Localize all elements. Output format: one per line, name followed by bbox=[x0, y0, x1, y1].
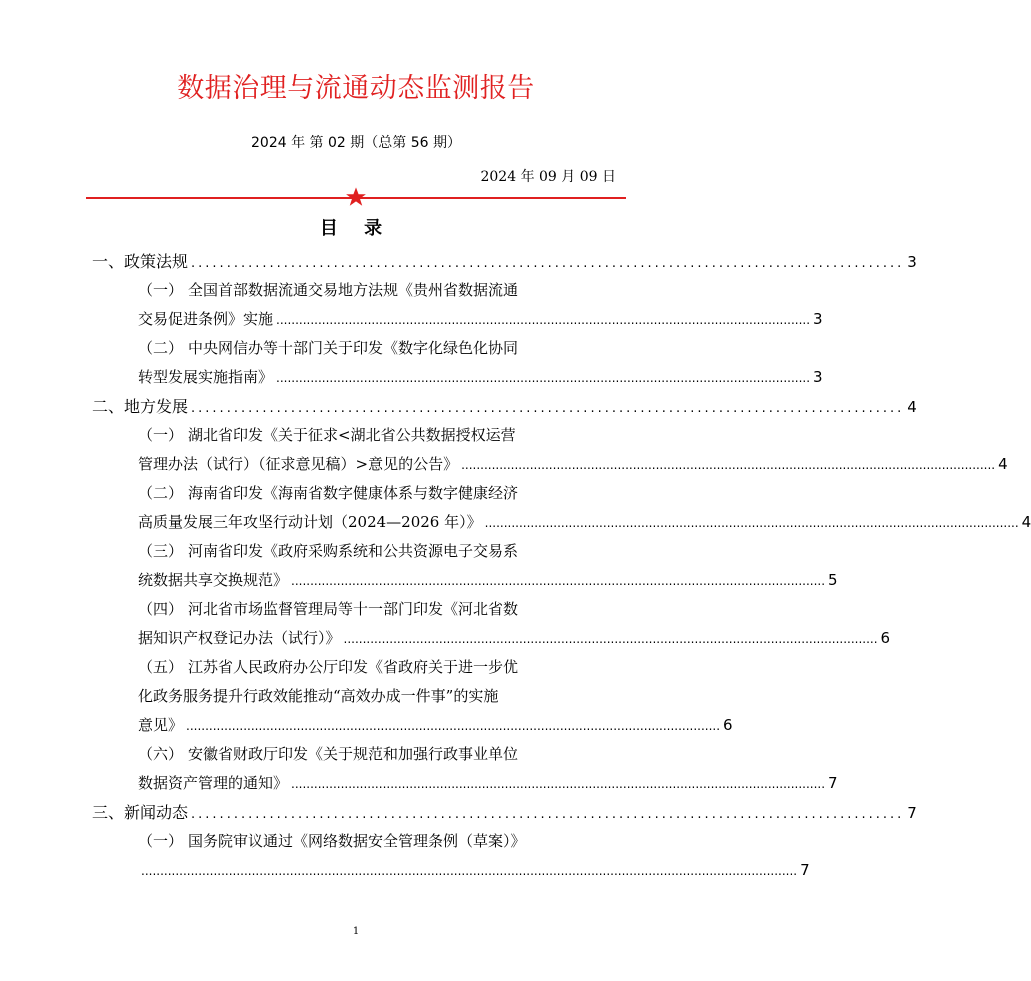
item-label: （一） bbox=[138, 832, 184, 850]
section-title: 新闻动态 bbox=[124, 803, 189, 822]
item-text: 国务院审议通过《网络数据安全管理条例（草案）》 bbox=[188, 832, 526, 850]
item-label: （四） bbox=[138, 600, 184, 618]
item-text: 河北省市场监督管理局等十一部门印发《河北省数 bbox=[188, 600, 519, 618]
item-label: （三） bbox=[138, 542, 184, 560]
item-label: （六） bbox=[138, 745, 184, 763]
item-text: 交易促进条例》实施 bbox=[138, 310, 274, 328]
toc-section[interactable] bbox=[92, 247, 917, 276]
dot-leader: ............................................................................................................................................................................ bbox=[141, 864, 798, 878]
page-ref: 7 bbox=[907, 804, 917, 822]
item-text: 高质量发展三年攻坚行动计划（2024—2026 年）》 bbox=[138, 513, 482, 531]
item-text: 转型发展实施指南》 bbox=[138, 368, 274, 386]
item-text: 据知识产权登记办法（试行）》 bbox=[138, 629, 341, 647]
toc-item-cont[interactable] bbox=[92, 508, 1031, 537]
item-text: 湖北省印发《关于征求<湖北省公共数据授权运营 bbox=[188, 426, 516, 444]
item-text: 江苏省人民政府办公厅印发《省政府关于进一步优 bbox=[188, 658, 519, 676]
section-number: 一、 bbox=[92, 252, 125, 271]
item-text: 数据资产管理的通知》 bbox=[138, 774, 289, 792]
item-label: （一） bbox=[138, 426, 184, 444]
page-number: 1 bbox=[352, 926, 360, 937]
toc-item-cont[interactable] bbox=[92, 624, 891, 653]
item-label: （一） bbox=[138, 281, 184, 299]
dot-leader: ............................................................................................................................................ bbox=[461, 458, 996, 472]
toc-item-cont[interactable] bbox=[92, 711, 733, 740]
page-ref: 3 bbox=[813, 368, 823, 386]
page-ref: 4 bbox=[907, 398, 917, 416]
section-title: 地方发展 bbox=[124, 397, 189, 416]
item-text: 化政务服务提升行政效能推动“高效办成一件事”的实施 bbox=[138, 687, 499, 705]
section-number: 三、 bbox=[92, 803, 125, 822]
item-text: 海南省印发《海南省数字健康体系与数字健康经济 bbox=[188, 484, 519, 502]
page-ref: 5 bbox=[828, 571, 838, 589]
item-text: 意见》 bbox=[138, 716, 184, 734]
page-ref: 4 bbox=[998, 455, 1008, 473]
report-title: 数据治理与流通动态监测报告 bbox=[177, 73, 535, 104]
toc-item[interactable] bbox=[92, 479, 622, 508]
table-of-contents bbox=[92, 247, 1031, 885]
toc-item-cont[interactable] bbox=[92, 682, 622, 711]
item-text: 统数据共享交换规范》 bbox=[138, 571, 289, 589]
star-icon bbox=[345, 186, 367, 208]
toc-item[interactable] bbox=[92, 653, 622, 682]
toc-item[interactable] bbox=[92, 595, 622, 624]
dot-leader: .................................................................................................... bbox=[191, 256, 905, 271]
toc-item-cont[interactable] bbox=[92, 566, 838, 595]
dot-leader: ............................................................................................................................................ bbox=[186, 719, 721, 733]
page-ref: 6 bbox=[880, 629, 891, 647]
item-text: 河南省印发《政府采购系统和公共资源电子交易系 bbox=[188, 542, 519, 560]
dot-leader: .................................................................................................... bbox=[191, 401, 905, 416]
dot-leader: ............................................................................................................................................ bbox=[291, 777, 826, 791]
toc-item[interactable] bbox=[92, 537, 622, 566]
dot-leader: ............................................................................................................................................ bbox=[276, 313, 811, 327]
item-text: 管理办法（试行）（征求意见稿）>意见的公告》 bbox=[138, 455, 459, 473]
page-ref: 3 bbox=[813, 310, 823, 328]
toc-item[interactable] bbox=[92, 334, 622, 363]
report-date: 2024 年 09 月 09 日 bbox=[480, 169, 616, 185]
dot-leader: ............................................................................................................................................ bbox=[276, 371, 811, 385]
item-label: （二） bbox=[138, 339, 184, 357]
toc-item-cont[interactable] bbox=[92, 305, 823, 334]
page-ref: 7 bbox=[828, 774, 838, 792]
dot-leader: ............................................................................................................................................ bbox=[291, 574, 826, 588]
page-ref: 4 bbox=[1021, 513, 1031, 531]
section-number: 二、 bbox=[92, 397, 125, 416]
toc-heading: 目 录 bbox=[319, 218, 393, 239]
page-ref: 7 bbox=[800, 861, 810, 879]
item-text: 安徽省财政厅印发《关于规范和加强行政事业单位 bbox=[188, 745, 519, 763]
item-text: 中央网信办等十部门关于印发《数字化绿色化协同 bbox=[188, 339, 519, 357]
toc-item-cont[interactable] bbox=[92, 769, 838, 798]
toc-section[interactable] bbox=[92, 798, 917, 827]
item-text: 全国首部数据流通交易地方法规《贵州省数据流通 bbox=[188, 281, 519, 299]
dot-leader: .................................................................................................... bbox=[191, 807, 905, 822]
item-label: （二） bbox=[138, 484, 184, 502]
toc-item-cont[interactable] bbox=[92, 450, 1008, 479]
toc-item[interactable] bbox=[92, 740, 622, 769]
dot-leader: ............................................................................................................................................ bbox=[343, 632, 878, 646]
toc-section[interactable] bbox=[92, 392, 917, 421]
toc-item[interactable] bbox=[92, 421, 622, 450]
toc-item[interactable] bbox=[92, 276, 622, 305]
issue-number: 2024 年 第 02 期（总第 56 期） bbox=[251, 135, 461, 151]
page-ref: 3 bbox=[907, 253, 917, 271]
page-ref: 6 bbox=[723, 716, 733, 734]
item-label: （五） bbox=[138, 658, 184, 676]
toc-item[interactable] bbox=[92, 827, 622, 856]
section-title: 政策法规 bbox=[124, 252, 189, 271]
dot-leader: ............................................................................................................................................ bbox=[484, 516, 1019, 530]
toc-item-cont[interactable] bbox=[92, 363, 823, 392]
toc-item-cont[interactable] bbox=[92, 856, 810, 885]
